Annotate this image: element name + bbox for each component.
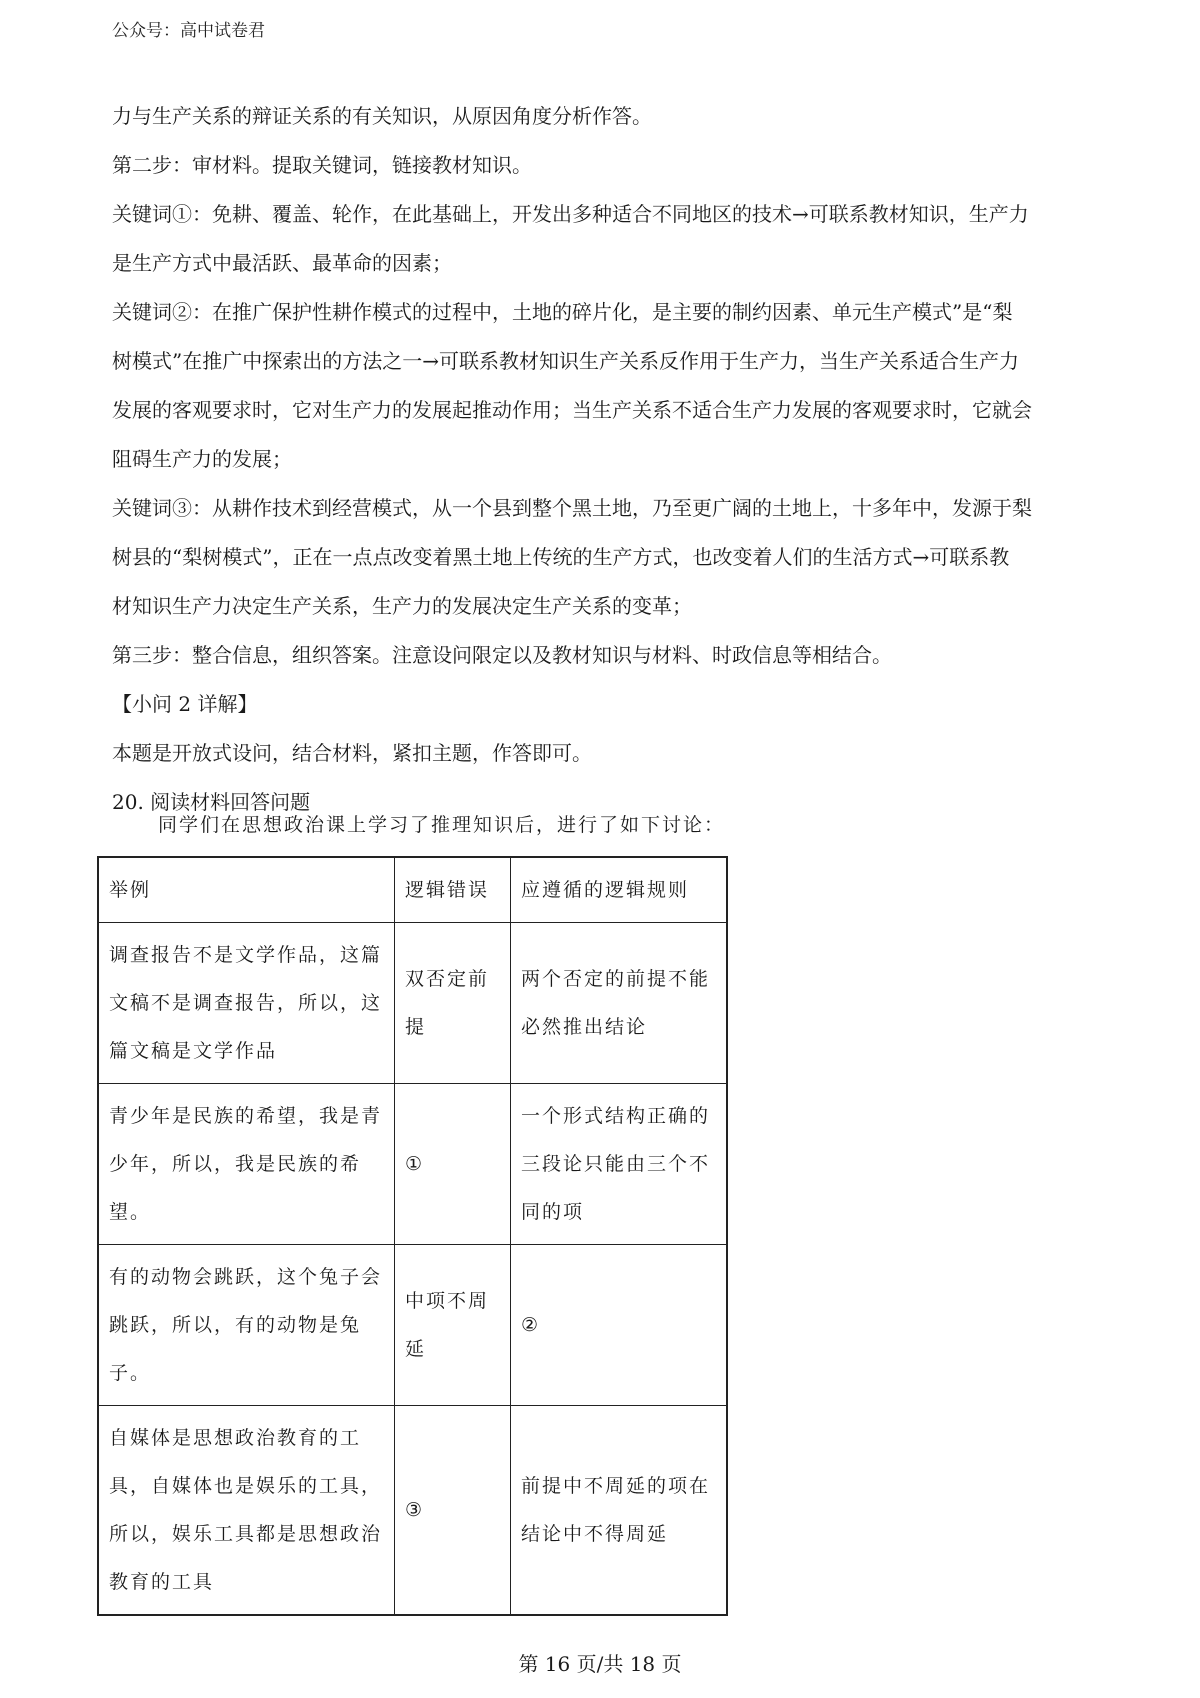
cell-line: 三段论只能由三个不 — [521, 1153, 711, 1175]
header-cell: 逻辑错误 — [395, 857, 511, 923]
cell-line: 少年，所以，我是民族的希望。 — [109, 1153, 362, 1223]
text-line: 关键词③：从耕作技术到经营模式，从一个县到整个黑土地，乃至更广阔的土地上，十多年中，发源于梨 — [112, 496, 1032, 520]
table-header-row — [98, 857, 727, 923]
example-cell — [98, 1245, 395, 1406]
text-line: 是生产方式中最活跃、最革命的因素； — [112, 251, 452, 275]
table-row — [98, 1245, 727, 1406]
cell-line: 双否定前 — [405, 968, 490, 990]
text-line: 关键词②：在推广保护性耕作模式的过程中，土地的碎片化，是主要的制约因素、单元生产模式”是“梨 — [112, 300, 1013, 324]
text-line: 阻碍生产力的发展； — [112, 447, 292, 471]
text-line: 第三步：整合信息，组织答案。注意设问限定以及教材知识与材料、时政信息等相结合。 — [112, 643, 892, 667]
cell-line: 调查报告不是文学作品，这篇 — [109, 944, 383, 966]
text-line: 树县的“梨树模式”，正在一点点改变着黑土地上传统的生产方式，也改变着人们的生活方式→可联系教 — [112, 545, 1010, 569]
rule-cell — [511, 1406, 728, 1616]
text-line: 树模式”在推广中探索出的方法之一→可联系教材知识生产关系反作用于生产力，当生产关系适合生产力 — [112, 349, 1019, 373]
error-cell — [395, 1245, 511, 1406]
text-line: 力与生产关系的辩证关系的有关知识，从原因角度分析作答。 — [112, 104, 652, 128]
text-line: 材知识生产力决定生产关系，生产力的发展决定生产关系的变革； — [112, 594, 692, 618]
rule-cell — [511, 1245, 728, 1406]
header-source: 公众号：高中试卷君 — [112, 21, 265, 41]
error-cell — [395, 1406, 511, 1616]
answer-explanation — [112, 92, 1102, 827]
page-number: 第 16 页/共 18 页 — [518, 1652, 682, 1676]
table-intro: 同学们在思想政治课上学习了推理知识后，进行了如下讨论： — [158, 814, 726, 836]
cell-line: 必然推出结论 — [521, 1016, 648, 1038]
cell-line: ③ — [405, 1499, 425, 1521]
cell-line: 自媒体是思想政治教育的工 — [109, 1427, 362, 1449]
header-cell: 应遵循的逻辑规则 — [511, 857, 728, 923]
section-heading: 【小问 2 详解】 — [112, 692, 258, 716]
cell-line: 青少年是民族的希望，我是青 — [109, 1105, 383, 1127]
table-row — [98, 1084, 727, 1245]
question-title: 20. 阅读材料回答问题 — [112, 790, 311, 814]
cell-line: 同的项 — [521, 1201, 585, 1223]
cell-line: ② — [521, 1314, 541, 1336]
text-line: 本题是开放式设问，结合材料，紧扣主题，作答即可。 — [112, 741, 592, 765]
cell-line: 所以，娱乐工具都是思想政治 — [109, 1523, 383, 1545]
example-cell — [98, 1406, 395, 1616]
header-cell: 举例 — [98, 857, 395, 923]
cell-line: 提 — [405, 1016, 427, 1038]
cell-line: 延 — [405, 1338, 427, 1360]
cell-line: 跳跃，所以，有的动物是兔子。 — [109, 1314, 362, 1384]
cell-line: ① — [405, 1153, 425, 1175]
cell-line: 前提中不周延的项在 — [521, 1475, 711, 1497]
text-line: 发展的客观要求时，它对生产力的发展起推动作用；当生产关系不适合生产力发展的客观要求时，它就会 — [112, 398, 1032, 422]
cell-line: 篇文稿是文学作品 — [109, 1040, 278, 1062]
logic-error-table — [97, 856, 728, 1616]
cell-line: 结论中不得周延 — [521, 1523, 669, 1545]
cell-line: 两个否定的前提不能 — [521, 968, 711, 990]
cell-line: 有的动物会跳跃，这个兔子会 — [109, 1266, 383, 1288]
example-cell — [98, 923, 395, 1084]
cell-line: 具，自媒体也是娱乐的工具， — [109, 1475, 383, 1497]
rule-cell — [511, 923, 728, 1084]
cell-line: 中项不周 — [405, 1290, 490, 1312]
table-row — [98, 923, 727, 1084]
example-cell — [98, 1084, 395, 1245]
cell-line: 一个形式结构正确的 — [521, 1105, 711, 1127]
cell-line: 文稿不是调查报告，所以，这 — [109, 992, 383, 1014]
text-line: 关键词①：免耕、覆盖、轮作，在此基础上，开发出多种适合不同地区的技术→可联系教材知识，生产力 — [112, 202, 1029, 226]
text-line: 第二步：审材料。提取关键词，链接教材知识。 — [112, 153, 532, 177]
error-cell — [395, 1084, 511, 1245]
error-cell — [395, 923, 511, 1084]
rule-cell — [511, 1084, 728, 1245]
cell-line: 教育的工具 — [109, 1571, 215, 1593]
table-row — [98, 1406, 727, 1616]
